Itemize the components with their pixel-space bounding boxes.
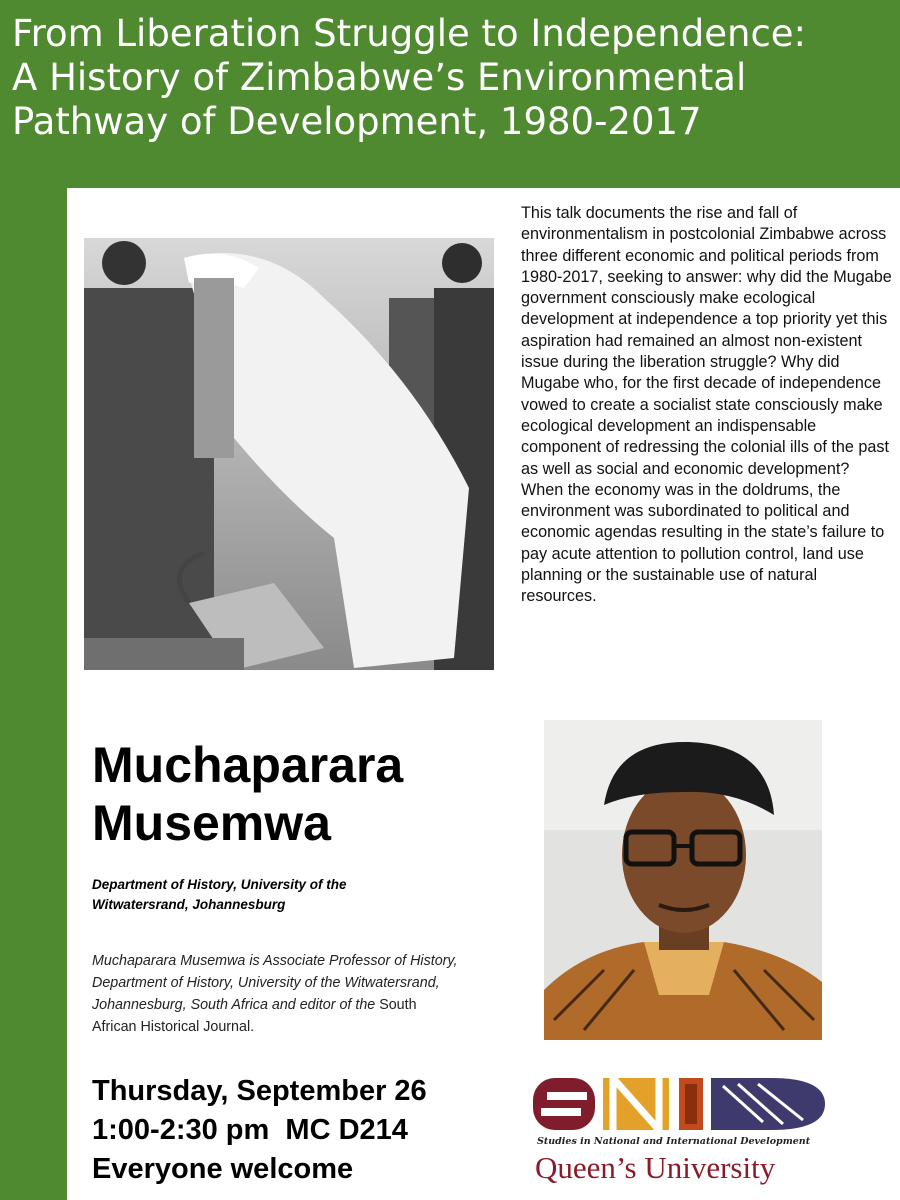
speaker-name bbox=[92, 736, 403, 852]
event-welcome: Everyone welcome bbox=[92, 1153, 354, 1185]
event-time-room: 1:00-2:30 pm MC D214 bbox=[92, 1114, 408, 1146]
photo-watering-tree bbox=[84, 238, 494, 670]
logo-tagline: Studies in National and International Development bbox=[537, 1136, 811, 1147]
title-line-3: Pathway of Development, 1980-2017 bbox=[12, 100, 702, 143]
event-details bbox=[92, 1072, 427, 1189]
bio-journal: South African Historical Journal. bbox=[92, 997, 417, 1035]
title-line-2: A History of Zimbabwe’s Environmental bbox=[12, 56, 747, 99]
snid-letters-graphic bbox=[533, 1074, 833, 1136]
event-date: Thursday, September 26 bbox=[92, 1075, 427, 1107]
header-banner bbox=[0, 0, 900, 188]
snid-queens-logo bbox=[533, 1074, 833, 1194]
speaker-portrait bbox=[544, 720, 822, 1040]
speaker-last-name: Musemwa bbox=[92, 795, 331, 851]
speaker-bio bbox=[92, 950, 462, 1038]
bio-text: Muchaparara Musemwa is Associate Professor of History, Department of History, University of the Witwatersrand, Johannesburg, South Africa and editor of the bbox=[92, 953, 458, 1013]
speaker-department: Department of History, University of the Witwatersrand, Johannesburg bbox=[92, 877, 347, 912]
abstract-text: This talk documents the rise and fall of environmentalism in postcolonial Zimbabwe across three different economic and political periods from 1980-2017, seeking to answer: why did the Mugabe government consciously make ecological development at independence a top priority yet this aspiration had remained an almost non-existent issue during the liberation struggle? Why did Mugabe who, for the first decade of independence vowed to create a socialist state consciously make ecological development an indispensable component of redressing the colonial ills of the past as well as social and economic development? When the economy was in the doldrums, the environment was subordinated to political and economic agendas resulting in the state’s failure to pay acute attention to pollution control, land use planning or the sustainable use of natural resources. bbox=[521, 204, 892, 606]
title-line-1: From Liberation Struggle to Independence: bbox=[12, 12, 807, 55]
speaker-first-name: Muchaparara bbox=[92, 737, 404, 793]
logo-university-name: Queen’s University bbox=[535, 1150, 776, 1185]
